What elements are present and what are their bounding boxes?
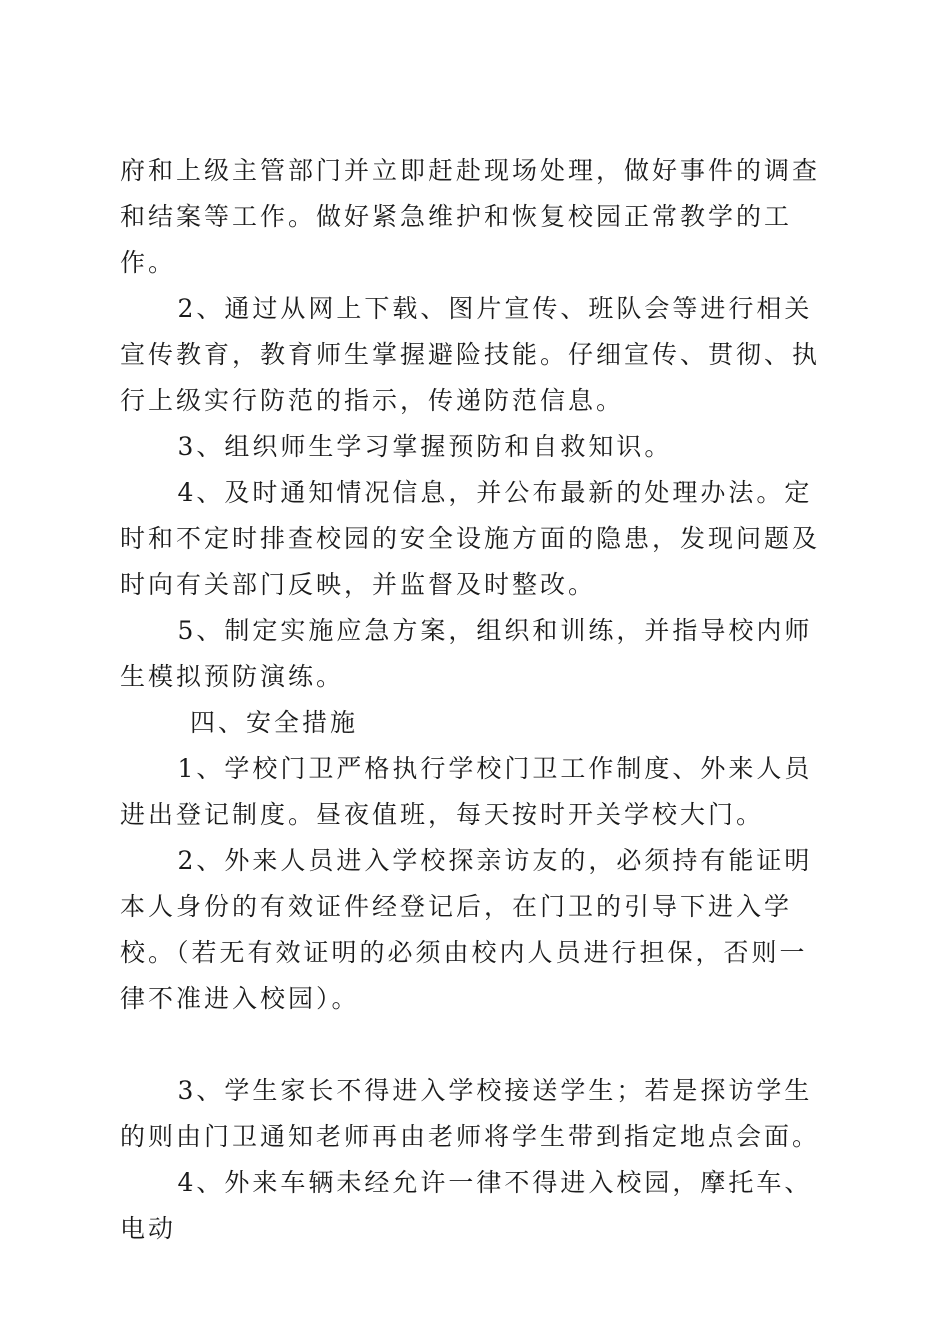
paragraph-item-4: 4、及时通知情况信息，并公布最新的处理办法。定时和不定时排查校园的安全设施方面的隐患，发现问题及时向有关部门反映，并监督及时整改。 bbox=[120, 478, 821, 599]
paragraph-measure-1: 1、学校门卫严格执行学校门卫工作制度、外来人员进出登记制度。昼夜值班，每天按时开关学校大门。 bbox=[120, 754, 813, 829]
document-body bbox=[120, 148, 832, 1252]
paragraph-measure-2: 2、外来人员进入学校探亲访友的，必须持有能证明本人身份的有效证件经登记后，在门卫的引导下进入学校。（若无有效证明的必须由校内人员进行担保，否则一律不准进入校园）。 bbox=[120, 846, 813, 1013]
section-heading-safety-measures: 四、安全措施 bbox=[190, 708, 359, 737]
paragraph-measure-3: 3、学生家长不得进入学校接送学生；若是探访学生的则由门卫通知老师再由老师将学生带到指定地点会面。 bbox=[120, 1076, 821, 1151]
paragraph-item-3: 3、组织师生学习掌握预防和自救知识。 bbox=[177, 432, 673, 461]
paragraph-item-5: 5、制定实施应急方案，组织和训练，并指导校内师生模拟预防演练。 bbox=[120, 616, 813, 691]
paragraph-continuation: 府和上级主管部门并立即赶赴现场处理，做好事件的调查和结案等工作。做好紧急维护和恢复校园正常教学的工作。 bbox=[120, 156, 821, 277]
paragraph-measure-4: 4、外来车辆未经允许一律不得进入校园，摩托车、电动 bbox=[120, 1168, 813, 1243]
paragraph-item-2: 2、通过从网上下载、图片宣传、班队会等进行相关宣传教育，教育师生掌握避险技能。仔细宣传、贯彻、执行上级实行防范的指示，传递防范信息。 bbox=[120, 294, 821, 415]
